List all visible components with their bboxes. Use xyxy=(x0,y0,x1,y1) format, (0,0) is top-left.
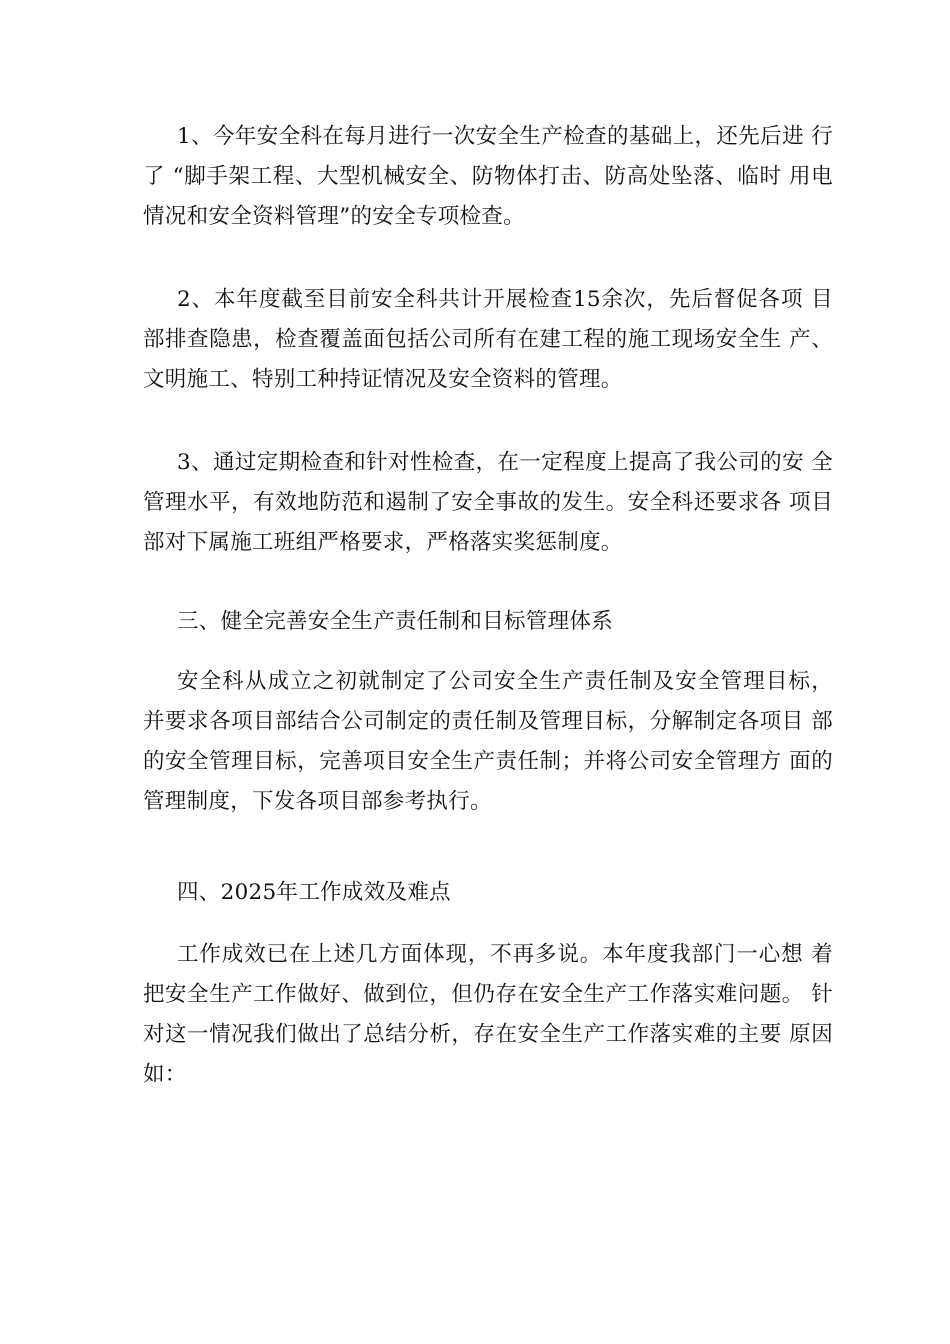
section-heading-3: 三、健全完善安全生产责任制和目标管理体系 xyxy=(177,609,614,634)
paragraph-achievements-difficulties: 工作成效已在上述几方面体现，不再多说。本年度我部门一心想 着把安全生产工作做好、做到位，但仍存在安全生产工作落实难问题。 针对这一情况我们做出了总结分析，存在安全生产工作落实难的主要 原因如： xyxy=(143,942,833,1087)
paragraph-inspection-items: 1、今年安全科在每月进行一次安全生产检查的基础上，还先后进 行了 “脚手架工程、大型机械安全、防物体打击、防高处坠落、临时 用电情况和安全资料管理”的安全专项检查。 xyxy=(143,124,833,229)
section-heading-4: 四、2025年工作成效及难点 xyxy=(177,880,451,905)
paragraph-responsibility-system: 安全科从成立之初就制定了公司安全生产责任制及安全管理目标， 并要求各项目部结合公司制定的责任制及管理目标，分解制定各项目 部的安全管理目标，完善项目安全生产责任制；并将公司安全管理方 面的管理制度，下发各项目部参考执行。 xyxy=(143,669,833,814)
paragraph-inspection-results: 3、通过定期检查和针对性检查，在一定程度上提高了我公司的安 全管理水平，有效地防范和遏制了安全事故的发生。安全科还要求各 项目部对下属施工班组严格要求，严格落实奖惩制度。 xyxy=(143,450,833,555)
paragraph-inspection-count: 2、本年度截至目前安全科共计开展检查15余次，先后督促各项 目部排查隐患，检查覆盖面包括公司所有在建工程的施工现场安全生 产、文明施工、特别工种持证情况及安全资料的管理。 xyxy=(143,287,833,392)
